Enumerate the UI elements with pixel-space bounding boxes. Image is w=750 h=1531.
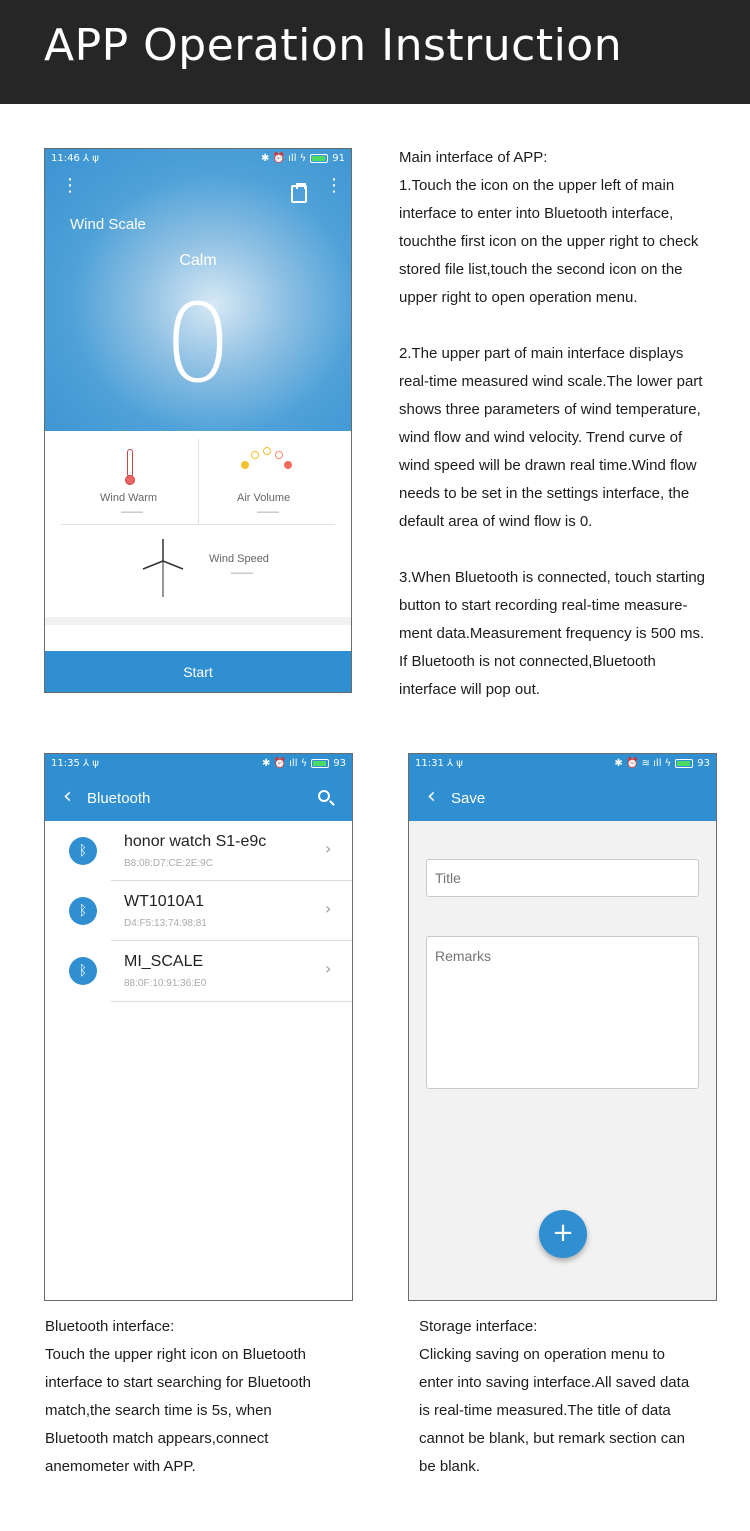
storage-interface-description (419, 1313, 689, 1481)
device-mac: 88:0F:10:91:36:E0 (124, 978, 207, 989)
bluetooth-icon: ᛒ (69, 837, 97, 865)
text-line: cannot be blank, but remark section can (419, 1430, 685, 1447)
banner (0, 0, 750, 104)
bluetooth-icon: ᛒ (69, 897, 97, 925)
status-time: 11:46 ⅄ ψ (51, 153, 99, 164)
app-bar (409, 754, 716, 821)
wind-scale-label: Wind Scale (70, 216, 146, 233)
device-name: WT1010A1 (124, 893, 205, 910)
back-arrow-icon[interactable]: ‹ (427, 784, 436, 809)
battery-level: 91 (332, 153, 345, 164)
divider (45, 617, 351, 625)
text-line: default area of wind flow is 0. (399, 513, 593, 530)
device-name: MI_SCALE (124, 953, 204, 970)
screen-title: Save (451, 790, 486, 807)
paragraph-spacer (399, 312, 705, 340)
text-line: interface to enter into Bluetooth interface, (399, 205, 674, 222)
text-line: stored file list,touch the second icon on the (399, 261, 683, 278)
wind-scale-panel (45, 149, 351, 431)
wind-speed-label: Wind Speed (209, 553, 269, 565)
status-time: 11:31 ⅄ ψ (415, 758, 463, 769)
back-arrow-icon[interactable]: ‹ (63, 784, 72, 809)
text-line: Bluetooth match appears,connect (45, 1430, 269, 1447)
text-line: interface will pop out. (399, 681, 540, 698)
add-button[interactable]: + (539, 1210, 587, 1258)
search-icon[interactable] (318, 790, 330, 802)
battery-icon (310, 154, 328, 163)
text-line: upper right to open operation menu. (399, 289, 638, 306)
text-line: touchthe first icon on the upper right to check (399, 233, 699, 250)
wind-turbine-icon (141, 537, 185, 597)
clipboard-icon[interactable] (291, 185, 307, 203)
text-line: is real-time measured.The title of data (419, 1402, 671, 1419)
device-list-item[interactable] (45, 881, 352, 941)
text-line: be blank. (419, 1458, 480, 1475)
text-line: anemometer with APP. (45, 1458, 196, 1475)
bluetooth-icon: ᛒ (69, 957, 97, 985)
status-icons: ✱ ⏰ ıll ϟ 91 (260, 153, 345, 164)
thermometer-icon (125, 449, 135, 485)
chevron-right-icon: › (325, 959, 332, 978)
battery-icon (311, 759, 329, 768)
start-button[interactable]: Start (45, 651, 351, 693)
text-line: shows three parameters of wind temperature, (399, 401, 701, 418)
page-title: APP Operation Instruction (44, 20, 623, 71)
text-line: match,the search time is 5s, when (45, 1402, 272, 1419)
wind-speed-value: —— (231, 567, 253, 579)
text-line: 1.Touch the icon on the upper left of main (399, 177, 675, 194)
screen-title: Bluetooth (87, 790, 151, 807)
text-line: enter into saving interface.All saved data (419, 1374, 690, 1391)
battery-icon (675, 759, 693, 768)
text-line: wind flow and wind velocity. Trend curve of (399, 429, 683, 446)
device-mac: D4:F5:13:74:98:81 (124, 918, 207, 929)
parameters-panel (45, 431, 351, 617)
status-bar (45, 149, 351, 169)
paragraph-spacer (399, 536, 705, 564)
wind-warm-value: —— (121, 506, 143, 518)
text-line: Bluetooth interface: (45, 1318, 175, 1335)
status-bar (45, 754, 352, 774)
bluetooth-interface-screenshot (44, 753, 353, 1301)
text-line: interface to start searching for Bluetooth (45, 1374, 311, 1391)
text-line: Main interface of APP: (399, 149, 548, 166)
storage-interface-screenshot (408, 753, 717, 1301)
divider (198, 439, 199, 525)
text-line: wind speed will be drawn real time.Wind flow (399, 457, 697, 474)
wind-scale-value: 0 (163, 282, 233, 407)
text-line: Touch the upper right icon on Bluetooth (45, 1346, 307, 1363)
menu-icon[interactable]: ⋮ (61, 175, 79, 196)
divider (111, 1001, 352, 1002)
device-mac: B8:08:D7:CE:2E:9C (124, 858, 213, 869)
text-line: Clicking saving on operation menu to (419, 1346, 665, 1363)
chevron-right-icon: › (325, 839, 332, 858)
remarks-input[interactable] (426, 936, 699, 1089)
more-options-icon[interactable]: ⋮ (325, 175, 343, 196)
text-line: ment data.Measurement frequency is 500 ms. (399, 625, 705, 642)
bluetooth-interface-description (45, 1313, 311, 1481)
device-list-item[interactable] (45, 941, 352, 1001)
text-line: needs to be set in the settings interface, the (399, 485, 690, 502)
text-line: button to start recording real-time measure- (399, 597, 688, 614)
status-icons: ✱ ⏰ ≋ ıll ϟ 93 (614, 758, 710, 769)
status-bar (409, 754, 716, 774)
title-input[interactable] (426, 859, 699, 897)
app-bar (45, 754, 352, 821)
text-line: 2.The upper part of main interface displays (399, 345, 684, 362)
status-time: 11:35 ⅄ ψ (51, 758, 99, 769)
main-interface-description (399, 144, 705, 704)
main-interface-screenshot (44, 148, 352, 693)
battery-level: 93 (333, 758, 346, 769)
battery-level: 93 (697, 758, 710, 769)
status-icons: ✱ ⏰ ıll ϟ 93 (261, 758, 346, 769)
condition-label: Calm (179, 252, 217, 269)
device-list-item[interactable] (45, 821, 352, 881)
text-line: Storage interface: (419, 1318, 538, 1335)
device-name: honor watch S1-e9c (124, 833, 267, 850)
air-volume-label: Air Volume (237, 492, 291, 504)
wind-warm-label: Wind Warm (100, 492, 158, 504)
text-line: 3.When Bluetooth is connected, touch starting (399, 569, 706, 586)
text-line: real-time measured wind scale.The lower part (399, 373, 703, 390)
divider (61, 524, 335, 525)
chevron-right-icon: › (325, 899, 332, 918)
text-line: If Bluetooth is not connected,Bluetooth (399, 653, 656, 670)
air-volume-value: —— (257, 506, 279, 518)
